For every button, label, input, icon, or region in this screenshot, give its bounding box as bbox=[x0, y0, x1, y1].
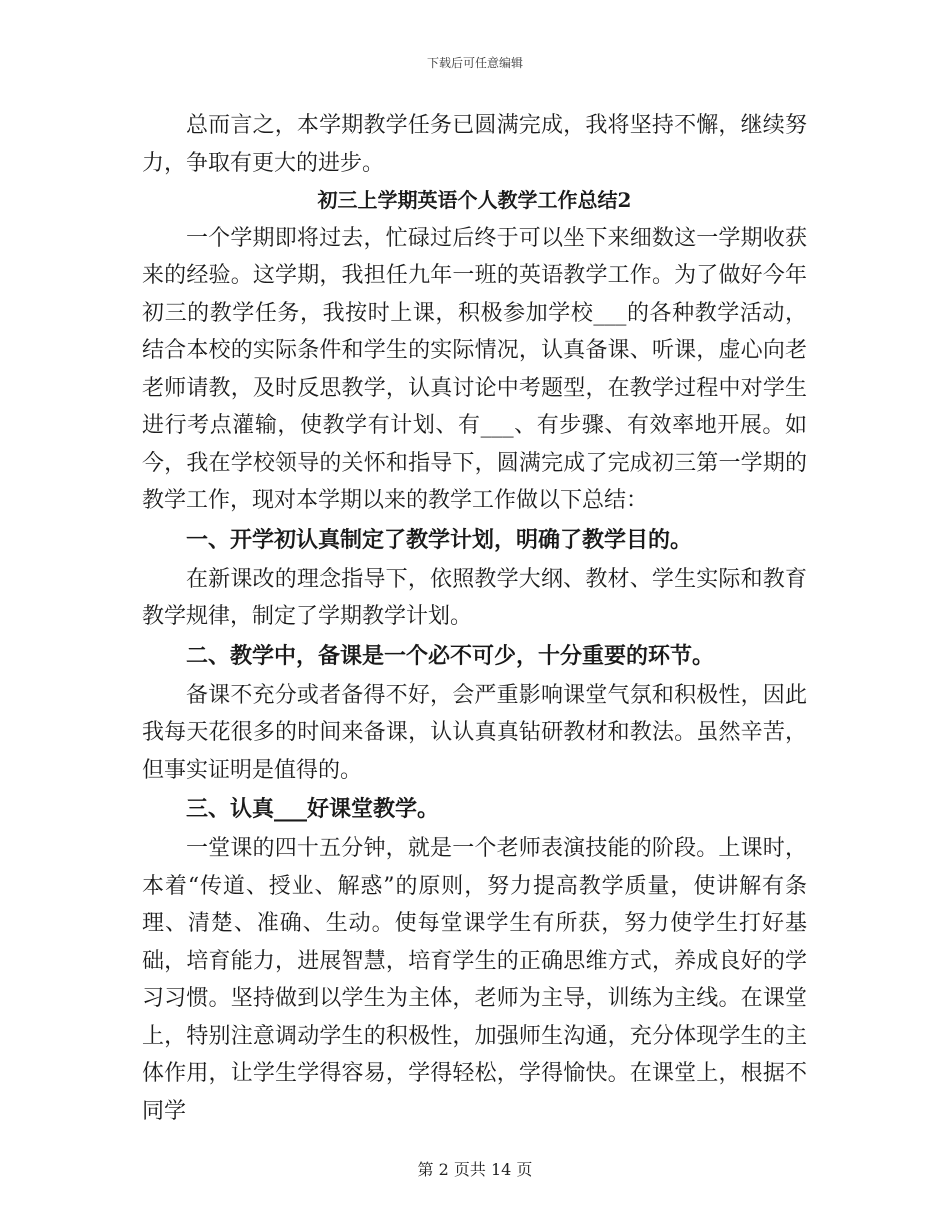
page-header: 下载后可任意编辑 bbox=[426, 56, 523, 70]
section-3-heading: 三、认真___好课堂教学。 bbox=[186, 796, 440, 822]
section-3-body: 一堂课的四十五分钟，就是一个老师表演技能的阶段。上课时，本着“传道、授业、解惑”的原则，努力提高教学质量，使讲解有条理、清楚、准确、生动。使每堂课学生有所获，努力使学生打好基础，培育能力，进展智慧，培育学生的正确思维方式，养成良好的学习习惯。坚持做到以学生为主体，老师为主导，训练为主线。在课堂上，特别注意调动学生的积极性，加强师生沟通，充分体现学生的主体作用，让学生学得容易，学得轻松，学得愉快。在课堂上，根据不同学 bbox=[142, 836, 807, 1124]
intro-paragraph: 一个学期即将过去，忙碌过后终于可以坐下来细数这一学期收获来的经验。这学期，我担任九年一班的英语教学工作。为了做好今年初三的教学任务，我按时上课，积极参加学校___的各种教学活动，结合本校的实际条件和学生的实际情况，认真备课、听课，虚心向老老师请教，及时反思教学，认真讨论中考题型，在教学过程中对学生进行考点灌输，使教学有计划、有___、有步骤、有效率地开展。如今，我在学校领导的关怀和指导下，圆满完成了完成初三第一学期的教学工作，现对本学期以来的教学工作做以下总结： bbox=[142, 225, 807, 513]
section-1-heading: 一、开学初认真制定了教学计划，明确了教学目的。 bbox=[186, 526, 693, 553]
section-1-body: 在新课改的理念指导下，依照教学大纲、教材、学生实际和教育教学规律，制定了学期教学计划。 bbox=[142, 566, 807, 629]
document-title: 初三上学期英语个人教学工作总结2 bbox=[317, 188, 632, 212]
page-footer: 第 2 页共 14 页 bbox=[417, 1160, 533, 1179]
section-2-heading: 二、教学中，备课是一个必不可少，十分重要的环节。 bbox=[186, 642, 715, 669]
section-2-body: 备课不充分或者备得不好，会严重影响课堂气氛和积极性，因此我每天花很多的时间来备课，认认真真钻研教材和教法。虽然辛苦，但事实证明是值得的。 bbox=[142, 682, 807, 783]
closing-paragraph: 总而言之，本学期教学任务已圆满完成，我将坚持不懈，继续努力，争取有更大的进步。 bbox=[142, 113, 807, 176]
document-body bbox=[142, 107, 807, 1130]
